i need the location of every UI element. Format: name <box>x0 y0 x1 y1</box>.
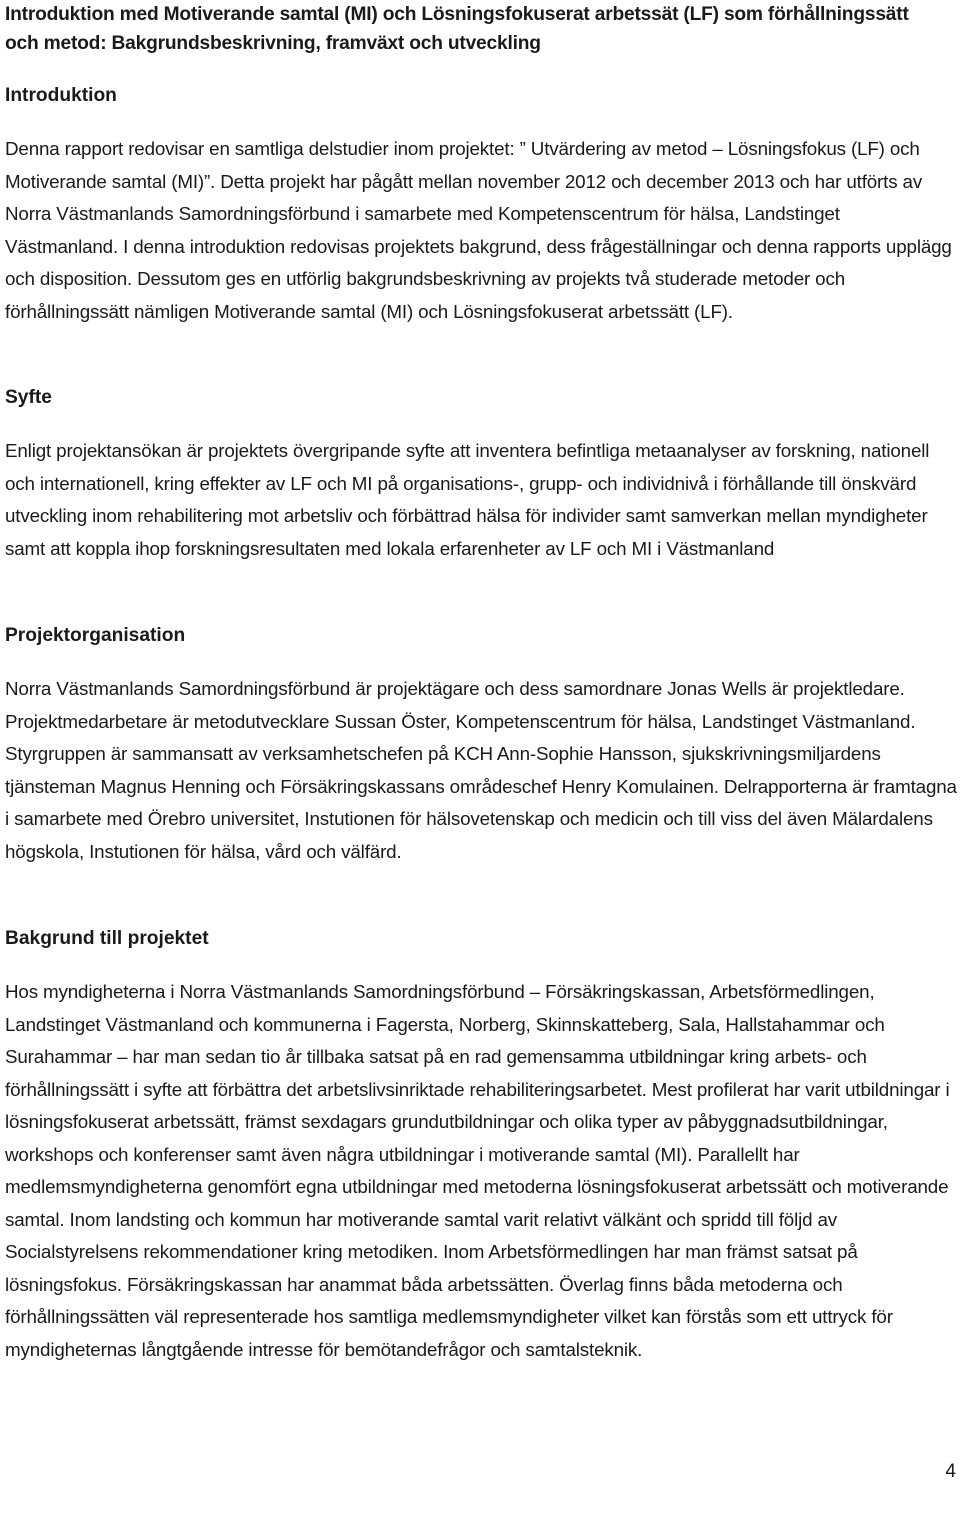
section-heading-projektorganisation: Projektorganisation <box>5 625 186 646</box>
section-paragraph-bakgrund: Hos myndigheterna i Norra Västmanlands Samordningsförbund – Försäkringskassan, Arbetsförmedlingen, Landstinget Västmanland och kommunerna i Fagersta, Norberg, Skinnskatteberg, Sala, Hallstahammar och Surahammar – har man sedan tio år tillbaka satsat på en rad gemensamma utbildningar kring arbets- och förhållningssätt i syfte att förbättra det arbetslivsinriktade rehabiliteringsarbetet. Mest profilerat har varit utbildningar i lösningsfokuserat arbetssätt, främst sexdagars grundutbildningar och olika typer av påbyggnadsutbildningar, workshops och konferenser samt även några utbildningar i motiverande samtal (MI). Parallellt har medlemsmyndigheterna genomfört egna utbildningar med metoderna lösningsfokuserat arbetssätt och motiverande samtal. Inom landsting och kommun har motiverande samtal varit relativt välkänt och spridd till följd av Socialstyrelsens rekommendationer kring metodiken. Inom Arbetsförmedlingen har man främst satsat på lösningsfokus. Försäkringskassan har anammat båda arbetssätten. Överlag finns båda metoderna och förhållningssätten väl representerade hos samtliga medlemsmyndigheter vilket kan förstås som ett uttryck för myndigheternas långtgående intresse för bemötandefrågor och samtalsteknik. <box>5 981 950 1360</box>
section-paragraph-introduktion: Denna rapport redovisar en samtliga delstudier inom projektet: ” Utvärdering av metod – Lösningsfokus (LF) och Motiverande samtal (MI)”. Detta projekt har pågått mellan november 2012 och december 2013 och har utförts av Norra Västmanlands Samordningsförbund i samarbete med Kompetenscentrum för hälsa, Landstinget Västmanland. I denna introduktion redovisas projektets bakgrund, dess frågeställningar och denna rapports upplägg och disposition. Dessutom ges en utförlig bakgrundsbeskrivning av projekts två studerade metoder och förhållningssätt nämligen Motiverande samtal (MI) och Lösningsfokuserat arbetssätt (LF). <box>5 138 952 322</box>
section-heading-syfte: Syfte <box>5 387 52 408</box>
section-paragraph-projektorganisation: Norra Västmanlands Samordningsförbund är projektägare och dess samordnare Jonas Wells är projektledare. Projektmedarbetare är metodutvecklare Sussan Öster, Kompetenscentrum för hälsa, Landstinget Västmanland. Styrgruppen är sammansatt av verksamhetschefen på KCH Ann-Sophie Hansson, sjukskrivningsmiljardens tjänsteman Magnus Henning och Försäkringskassans områdeschef Henry Komulainen. Delrapporterna är framtagna i samarbete med Örebro universitet, Instutionen för hälsovetenskap och medicin och till viss del även Mälardalens högskola, Instutionen för hälsa, vård och välfärd. <box>5 678 957 862</box>
section-heading-bakgrund: Bakgrund till projektet <box>5 928 209 949</box>
section-heading-introduktion: Introduktion <box>5 85 117 106</box>
section-paragraph-syfte: Enligt projektansökan är projektets övergripande syfte att inventera befintliga metaanalyser av forskning, nationell och internationell, kring effekter av LF och MI på organisations-, grupp- och individnivå i förhållande till önskvärd utveckling inom rehabilitering mot arbetsliv och förbättrad hälsa för individer samt samverkan mellan myndigheter samt att koppla ihop forskningsresultaten med lokala erfarenheter av LF och MI i Västmanland <box>5 440 930 559</box>
document-title: Introduktion med Motiverande samtal (MI) och Lösningsfokuserat arbetssät (LF) som förhållningssätt och metod: Bakgrundsbeskrivning, framväxt och utveckling <box>5 4 909 54</box>
page-number: 4 <box>945 1461 956 1482</box>
